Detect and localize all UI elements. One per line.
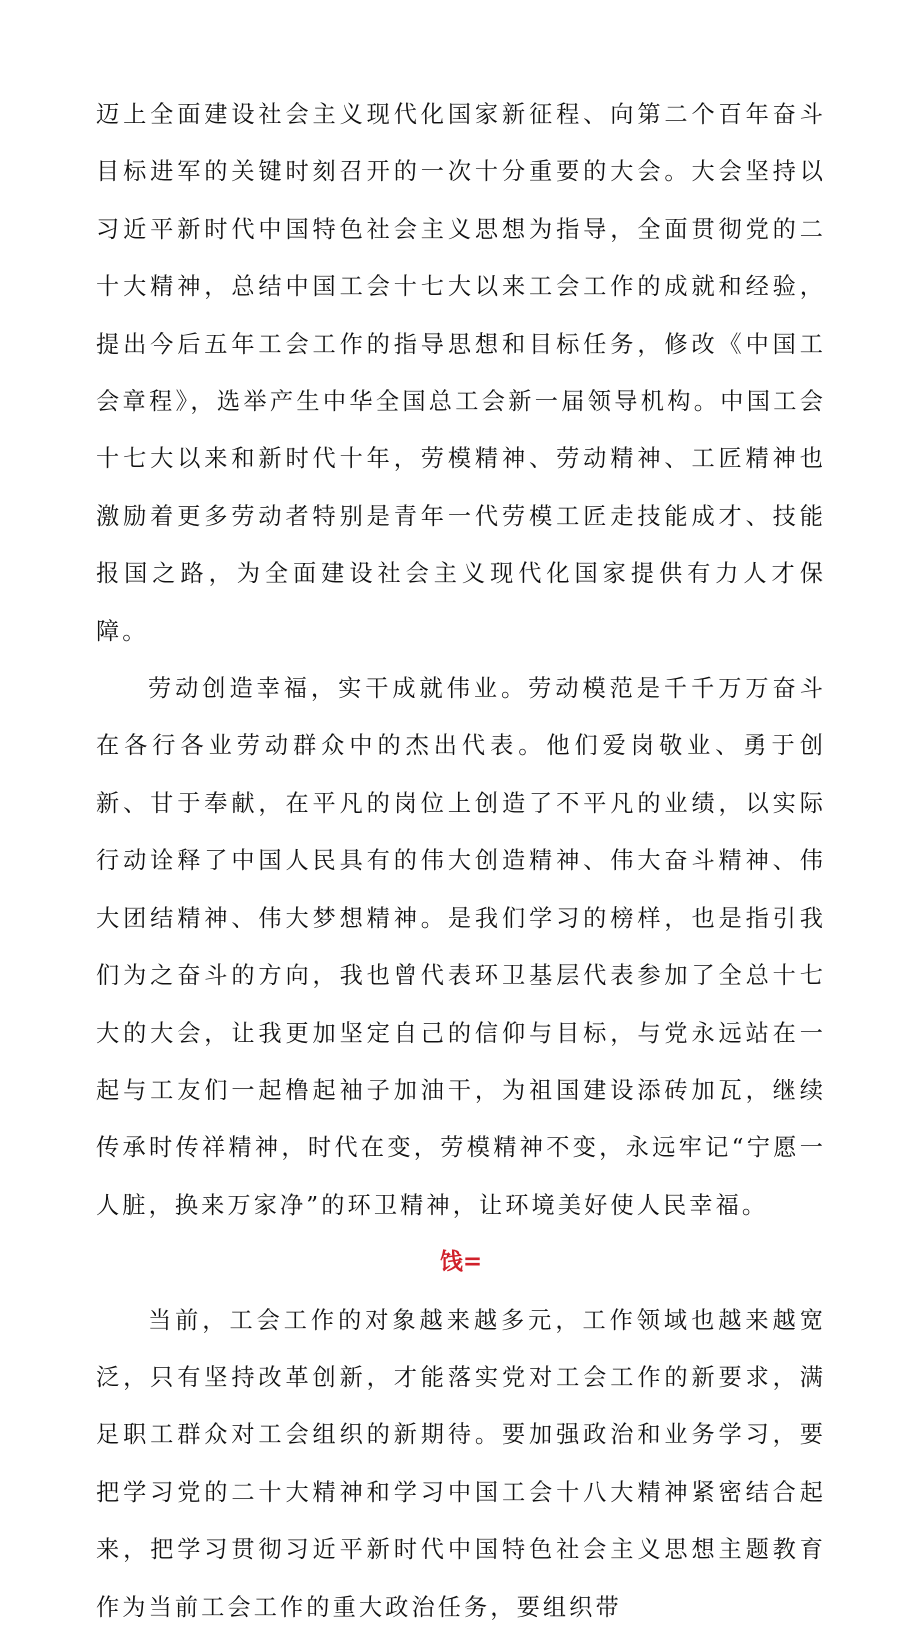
document-body [96, 86, 826, 1636]
section-title: 饯= [439, 1249, 483, 1276]
paragraph-union-work: 当前，工会工作的对象越来越多元，工作领域也越来越宽泛，只有坚持改革创新，才能落实党对工会工作的新要求，满足职工群众对工会组织的新期待。要加强政治和业务学习，要把学习党的二十大精神和学习中国工会十八大精神紧密结合起来，把学习贯彻习近平新时代中国特色社会主义思想主题教育作为当前工会工作的重大政治任务，要组织带 [96, 1306, 826, 1621]
paragraph-labor-models: 劳动创造幸福，实干成就伟业。劳动模范是千千万万奋斗在各行各业劳动群众中的杰出代表。他们爱岗敬业、勇于创新、甘于奉献，在平凡的岗位上创造了不平凡的业绩，以实际行动诠释了中国人民具有的伟大创造精神、伟大奋斗精神、伟大团结精神、伟大梦想精神。是我们学习的榜样，也是指引我们为之奋斗的方向，我也曾代表环卫基层代表参加了全总十七大的大会，让我更加坚定自己的信仰与目标，与党永远站在一起与工友们一起橹起袖子加油干，为祖国建设添砖加瓦，继续传承时传祥精神，时代在变，劳模精神不变，永远牢记“宁愿一人脏，换来万家净”的环卫精神，让环境美好使人民幸福。 [96, 675, 826, 1219]
paragraph-continuation: 迈上全面建设社会主义现代化国家新征程、向第二个百年奋斗目标进军的关键时刻召开的一次十分重要的大会。大会坚持以习近平新时代中国特色社会主义思想为指导，全面贯彻党的二十大精神，总结中国工会十七大以来工会工作的成就和经验，提出今后五年工会工作的指导思想和目标任务，修改《中国工会章程》，选举产生中华全国总工会新一届领导机构。中国工会十七大以来和新时代十年，劳模精神、劳动精神、工匠精神也激励着更多劳动者特别是青年一代劳模工匠走技能成才、技能报国之路，为全面建设社会主义现代化国家提供有力人才保障。 [96, 101, 826, 645]
